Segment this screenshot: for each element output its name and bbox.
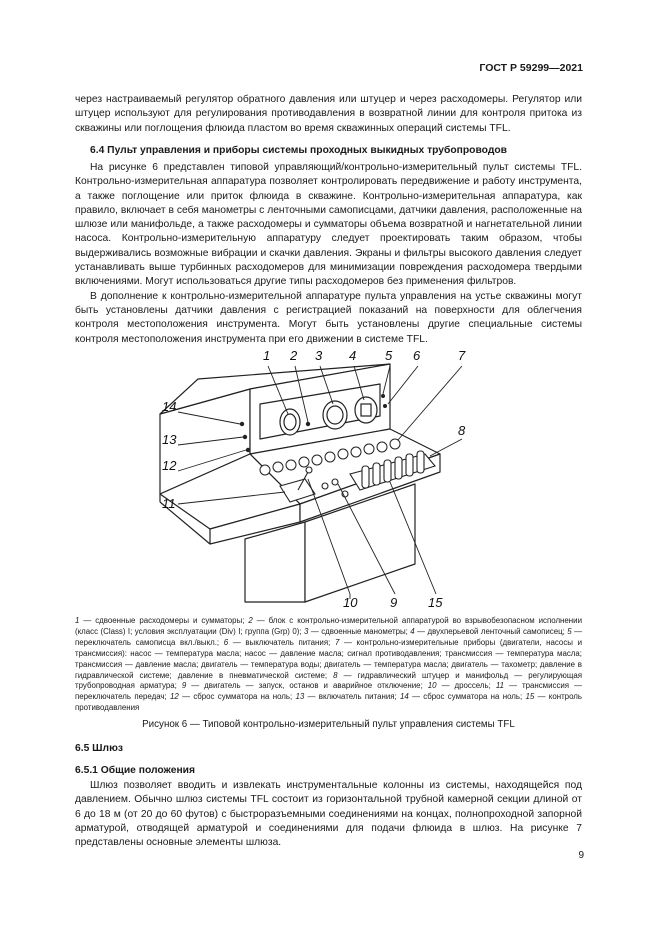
- intro-paragraph: через настраиваемый регулятор обратного давления или штуцер и через расходомеры. Регулятор или штуцер используют для регулирования противодавления в возвратной линии для контроля притока из скважины или поглощения флюида пластом во время скважинных операций системы TFL.: [75, 94, 582, 134]
- legend-item-13: 13 — включатель питания;: [295, 692, 401, 702]
- callout-12: 12: [162, 458, 177, 473]
- callout-13: 13: [162, 432, 177, 447]
- section-6-4-title: 6.4 Пульт управления и приборы системы проходных выкидных трубопроводов: [90, 145, 507, 156]
- callout-2: 2: [290, 348, 298, 363]
- document-code: ГОСТ Р 59299—2021: [479, 62, 583, 74]
- section-6-5-1-paragraph: Шлюз позволяет вводить и извлекать инструментальные колонны из системы, находящейся под давлением. Обычно шлюз системы TFL состоит из горизонтальной трубной камерной секции длиной от 6 до 18 м (от 20 до 60 футов) с быстроразъемными соединениями на концах, полнопроходной запорной арматурой, отводящей арматурой и соединениями для подачи флюида в шлюз. На рисунке 7 представлены основные элементы шлюза.: [75, 780, 582, 849]
- legend-item-3: 3 — сдвоенные манометры;: [304, 626, 411, 636]
- callout-1: 1: [263, 348, 271, 363]
- callout-6: 6: [413, 348, 421, 363]
- legend-item-1: 1 — сдвоенные расходомеры и сумматоры;: [75, 616, 249, 625]
- figure-6-console-drawing: [140, 344, 520, 610]
- legend-item-10: 10 — дроссель;: [427, 681, 496, 691]
- figure-6-title: Рисунок 6 — Типовой контрольно-измерительный пульт управления системы TFL: [142, 719, 515, 730]
- section-6-4-paragraph-1: На рисунке 6 представлен типовой управляющий/контрольно-измерительный пульт системы TFL. Контрольно-измерительная аппаратура позволяет контролировать передвижение и работу инструмента, а также поглощение или приток флюида в скважине. Контрольно-измерительная аппаратура, как правило, включает в себя манометры с ленточными самописцами, датчики давления, расположенные на шлюзе или манифольде, а также расходомеры и сумматоры объема возвратной и нагнетательной линии насоса. Контрольно-измерительную аппаратуру следует проектировать таким образом, чтобы выдерживались возможные вибрации и скачки давления. Экраны и фильтры высокого давления следует устанавливать выше турбинных расходомеров для минимизации повреждения расходомера твердыми включениями. Могут использоваться другие типы расходомеров без применения фильтров.: [75, 162, 582, 288]
- legend-item-6: 6 — выключатель питания;: [223, 637, 335, 647]
- legend-item-8: 8 — гидравлический штуцер и манифольд — регулирующая трубопроводная арматура;: [75, 670, 583, 691]
- legend-item-5: 5 — переключатель самописца вкл./выкл.;: [75, 626, 583, 647]
- section-6-5-1-title: 6.5.1 Общие положения: [75, 765, 195, 776]
- callout-10: 10: [343, 595, 358, 610]
- callout-11: 11: [162, 496, 176, 511]
- callout-5: 5: [385, 348, 393, 363]
- callout-3: 3: [315, 348, 323, 363]
- callout-15: 15: [428, 595, 443, 610]
- section-6-4-body: [75, 161, 582, 347]
- figure-6-legend: [75, 616, 582, 714]
- page-number: 9: [578, 850, 584, 861]
- legend-item-9: 9 — двигатель — запуск, останов и аварийное отключение;: [181, 681, 428, 691]
- callout-4: 4: [349, 348, 357, 363]
- intro-paragraph-block: [75, 93, 582, 136]
- callout-8: 8: [458, 423, 466, 438]
- legend-item-15: 15 — контроль противодавления: [75, 692, 583, 713]
- legend-item-12: 12 — сброс сумматора на ноль;: [170, 692, 296, 702]
- legend-item-7: 7 — контрольно-измерительные приборы (двигатели, насосы и трансмиссия): насос — температура масла; насос — давление масла; сигнал противодавления; трансмиссия — температура масла; трансмиссия — давление масла; двигатель — температура воды; двигатель — температура масла; двигатель — тахометр; давление в гидравлической системе; давление в пневматической системе;: [75, 637, 582, 680]
- callout-9: 9: [390, 595, 398, 610]
- section-6-4-paragraph-2: В дополнение к контрольно-измерительной аппаратуре пульта управления на устье скважины могут быть установлены датчики давления с регистрацией показаний на поверхности для облегчения контроля местоположения инструмента. Могут быть установлены другие специальные системы контроля местоположения инструмента при его движении в системе TFL.: [75, 290, 582, 345]
- callout-14: 14: [162, 399, 177, 414]
- section-6-5-1-body: [75, 779, 582, 850]
- legend-item-2: 2 — блок с контрольно-измерительной аппаратурой во взрывобезопасном исполнении (класс (Class) I; условия эксплуатации (Div) I; группа (Grp) 0);: [75, 616, 582, 636]
- legend-item-14: 14 — сброс сумматора на ноль;: [400, 692, 526, 702]
- legend-item-11: 11 — трансмиссия — переключатель передач;: [75, 681, 582, 702]
- callout-7: 7: [458, 348, 466, 363]
- legend-item-4: 4 — двухперьевой ленточный самописец;: [410, 626, 568, 636]
- section-6-5-title: 6.5 Шлюз: [75, 743, 123, 754]
